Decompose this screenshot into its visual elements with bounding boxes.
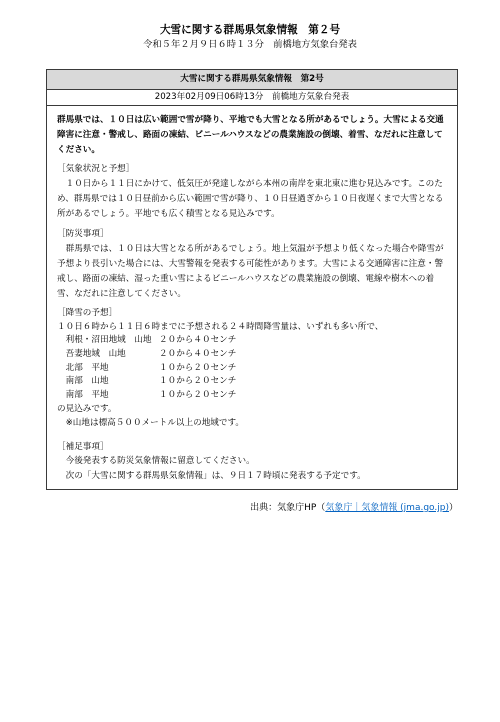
snowfall-area: 利根・沼田地域 山地	[65, 335, 152, 346]
paragraph-line: 所があるでしょう。平地でも広く積雪となる見込みです。	[57, 209, 280, 219]
snowfall-amount: １０から２０センチ	[159, 362, 237, 373]
source-link[interactable]: 気象庁｜気象情報 (jma.go.jp)	[325, 503, 449, 513]
paragraph-line: １０日から１１日にかけて、低気圧が発達しながら本州の南岸を東北東に進む見込みです。このた	[65, 179, 443, 189]
snowfall-item	[57, 362, 447, 376]
snowfall-amount: １０から２０センチ	[159, 376, 237, 387]
snowfall-item	[57, 334, 447, 348]
section-heading: ［補足事項］	[57, 441, 109, 452]
section-supplementary	[57, 440, 447, 484]
paragraph-line: 群馬県では、１０日は大雪となる所があるでしょう。地上気温が予想より低くなった場合や降雪が	[65, 244, 444, 254]
snowfall-note: ※山地は標高５００メートル以上の地域です。	[65, 417, 244, 428]
snowfall-item	[57, 348, 447, 362]
snowfall-outro: の見込みです。	[57, 403, 117, 414]
document-issued-line: 令和５年２月９日６時１３分 前橋地方気象台発表	[143, 39, 357, 50]
section-snowfall-forecast	[57, 307, 447, 430]
section-outlook	[57, 162, 447, 222]
snowfall-area: 南部 平地	[65, 390, 109, 401]
paragraph-line: め、群馬県では１０日昼前から広い範囲で雪が降り、１０日昼過ぎから１０日夜遅くまで大雪となる	[57, 194, 444, 204]
snowfall-item	[57, 375, 447, 389]
section-heading: ［防災事項］	[57, 229, 109, 239]
paragraph-line: 雪、なだれに注意してください。	[57, 289, 186, 299]
paragraph-line: 予想より長引いた場合には、大雪警報を発表する可能性があります。大雪による交通障害に注意・警	[57, 259, 444, 269]
summary-paragraph	[57, 113, 447, 158]
snowfall-intro: １０日６時から１１日６時までに予想される２４時間降雪量は、いずれも多い所で、	[57, 321, 384, 332]
summary-line: 群馬県では、１０日は広い範囲で雪が降り、平地でも大雪となる所があるでしょう。大雪による交通	[57, 115, 444, 125]
snowfall-area: 吾妻地域 山地	[65, 349, 126, 360]
bulletin-title: 大雪に関する群馬県気象情報 第2号	[47, 70, 457, 90]
section-heading: ［降雪の予想］	[57, 308, 118, 318]
summary-line: ください。	[57, 145, 100, 155]
snowfall-area: 北部 平地	[65, 362, 109, 373]
paragraph-line: 戒し、路面の凍結、湿った重い雪によるビニールハウスなどの農業施設の倒壊、電線や樹木への着	[57, 274, 435, 284]
snowfall-amount: ２０から４０センチ	[159, 335, 237, 346]
summary-line: 障害に注意・警戒し、路面の凍結、ビニールハウスなどの農業施設の倒壊、着雪、なだれに注意して	[57, 130, 443, 140]
snowfall-item	[57, 389, 447, 403]
bulletin-issued-line: 2023年02月09日06時13分 前橋地方気象台発表	[47, 90, 457, 106]
source-credit	[250, 502, 458, 514]
bulletin-body	[47, 106, 457, 489]
section-heading: ［気象状況と予想］	[57, 164, 135, 174]
bulletin-box	[46, 69, 458, 490]
snowfall-amount: ２０から４０センチ	[159, 349, 237, 360]
document-title: 大雪に関する群馬県気象情報 第２号	[159, 24, 341, 36]
paragraph-line: 次の「大雪に関する群馬県気象情報」は、９日１７時頃に発表する予定です。	[65, 470, 366, 481]
source-prefix: 出典：気象庁HP（	[250, 503, 326, 513]
paragraph-line: 今後発表する防災気象情報に留意してください。	[65, 456, 255, 467]
source-suffix: ）	[448, 503, 458, 513]
snowfall-area: 南部 山地	[65, 376, 109, 387]
section-disaster-prevention	[57, 227, 447, 302]
snowfall-amount: １０から２０センチ	[159, 390, 237, 401]
